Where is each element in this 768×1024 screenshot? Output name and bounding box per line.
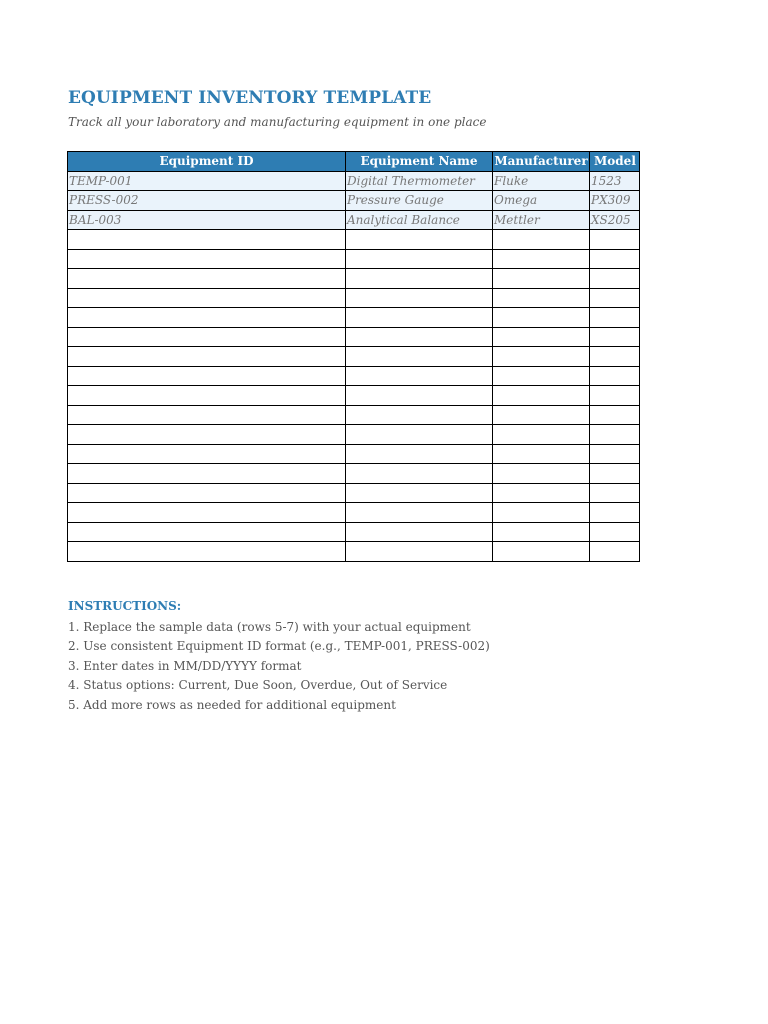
cell-manufacturer[interactable] (493, 464, 590, 484)
cell-manufacturer[interactable] (493, 522, 590, 542)
table-row-empty (68, 230, 640, 250)
cell-equipment-name[interactable] (346, 522, 493, 542)
cell-manufacturer[interactable] (493, 308, 590, 328)
cell-manufacturer[interactable] (493, 249, 590, 269)
cell-manufacturer[interactable] (493, 347, 590, 367)
cell-manufacturer[interactable] (493, 366, 590, 386)
cell-manufacturer[interactable] (493, 483, 590, 503)
table-row-empty (68, 366, 640, 386)
cell-manufacturer[interactable] (493, 542, 590, 562)
page-subtitle: Track all your laboratory and manufacturing equipment in one place (68, 115, 487, 129)
instruction-item: 3. Enter dates in MM/DD/YYYY format (68, 658, 302, 673)
cell-equipment-id[interactable] (68, 542, 346, 562)
cell-equipment-name[interactable]: Digital Thermometer (346, 171, 493, 191)
table-row-empty (68, 288, 640, 308)
cell-equipment-id[interactable] (68, 444, 346, 464)
header-equipment-id: Equipment ID (68, 152, 346, 172)
cell-manufacturer[interactable] (493, 288, 590, 308)
cell-equipment-name[interactable] (346, 444, 493, 464)
cell-equipment-id[interactable] (68, 366, 346, 386)
instruction-item: 4. Status options: Current, Due Soon, Overdue, Out of Service (68, 678, 448, 693)
table-row (68, 171, 640, 191)
cell-manufacturer[interactable] (493, 503, 590, 523)
table-row-empty (68, 464, 640, 484)
table-row-empty (68, 327, 640, 347)
cell-equipment-name[interactable] (346, 308, 493, 328)
instruction-item: 5. Add more rows as needed for additional equipment (68, 697, 396, 712)
cell-model[interactable] (590, 483, 640, 503)
cell-model[interactable]: PX309 (590, 191, 640, 211)
cell-equipment-id[interactable] (68, 230, 346, 250)
cell-equipment-id[interactable] (68, 288, 346, 308)
cell-manufacturer[interactable] (493, 269, 590, 289)
cell-equipment-id[interactable]: BAL-003 (68, 210, 346, 230)
header-equipment-name: Equipment Name (346, 152, 493, 172)
cell-model[interactable] (590, 444, 640, 464)
cell-equipment-id[interactable] (68, 464, 346, 484)
cell-equipment-name[interactable] (346, 366, 493, 386)
cell-equipment-id[interactable] (68, 308, 346, 328)
table-row-empty (68, 347, 640, 367)
cell-model[interactable] (590, 288, 640, 308)
table-body (68, 171, 640, 561)
cell-manufacturer[interactable]: Mettler (493, 210, 590, 230)
table-row-empty (68, 483, 640, 503)
cell-manufacturer[interactable] (493, 230, 590, 250)
cell-model[interactable] (590, 405, 640, 425)
header-model: Model (590, 152, 640, 172)
cell-equipment-id[interactable] (68, 483, 346, 503)
cell-manufacturer[interactable] (493, 327, 590, 347)
table-row-empty (68, 405, 640, 425)
table-row-empty (68, 542, 640, 562)
table-row-empty (68, 503, 640, 523)
instructions-heading: INSTRUCTIONS: (68, 599, 182, 613)
cell-model[interactable] (590, 542, 640, 562)
cell-equipment-name[interactable] (346, 327, 493, 347)
cell-model[interactable] (590, 347, 640, 367)
table-row-empty (68, 249, 640, 269)
cell-equipment-name[interactable] (346, 347, 493, 367)
table-row-empty (68, 386, 640, 406)
cell-model[interactable] (590, 230, 640, 250)
cell-model[interactable] (590, 327, 640, 347)
table-header-row (68, 152, 640, 172)
table-row-empty (68, 308, 640, 328)
cell-equipment-id[interactable] (68, 269, 346, 289)
instruction-item: 2. Use consistent Equipment ID format (e.g., TEMP-001, PRESS-002) (68, 639, 490, 654)
instruction-item: 1. Replace the sample data (rows 5-7) with your actual equipment (68, 620, 471, 634)
cell-equipment-id[interactable] (68, 405, 346, 425)
header-manufacturer: Manufacturer (493, 152, 590, 172)
cell-model[interactable] (590, 308, 640, 328)
cell-equipment-id[interactable] (68, 522, 346, 542)
table-row-empty (68, 522, 640, 542)
cell-equipment-name[interactable] (346, 249, 493, 269)
cell-manufacturer[interactable]: Fluke (493, 171, 590, 191)
cell-equipment-name[interactable] (346, 483, 493, 503)
cell-model[interactable] (590, 464, 640, 484)
cell-manufacturer[interactable] (493, 405, 590, 425)
table-row (68, 191, 640, 211)
cell-equipment-name[interactable] (346, 425, 493, 445)
cell-equipment-id[interactable]: PRESS-002 (68, 191, 346, 211)
cell-model[interactable] (590, 503, 640, 523)
cell-equipment-id[interactable] (68, 249, 346, 269)
cell-equipment-name[interactable] (346, 503, 493, 523)
cell-equipment-name[interactable] (346, 405, 493, 425)
cell-model[interactable] (590, 386, 640, 406)
cell-manufacturer[interactable] (493, 444, 590, 464)
cell-equipment-name[interactable]: Pressure Gauge (346, 191, 493, 211)
table-row (68, 210, 640, 230)
cell-equipment-name[interactable] (346, 288, 493, 308)
cell-equipment-id[interactable] (68, 503, 346, 523)
cell-manufacturer[interactable] (493, 425, 590, 445)
inventory-table (67, 151, 640, 562)
table-row-empty (68, 444, 640, 464)
cell-equipment-name[interactable] (346, 542, 493, 562)
cell-model[interactable] (590, 366, 640, 386)
cell-equipment-id[interactable] (68, 327, 346, 347)
table-row-empty (68, 269, 640, 289)
cell-model[interactable] (590, 425, 640, 445)
cell-equipment-name[interactable] (346, 464, 493, 484)
cell-equipment-id[interactable]: TEMP-001 (68, 171, 346, 191)
cell-model[interactable]: XS205 (590, 210, 640, 230)
cell-manufacturer[interactable]: Omega (493, 191, 590, 211)
page-title: EQUIPMENT INVENTORY TEMPLATE (68, 88, 432, 108)
cell-equipment-name[interactable] (346, 269, 493, 289)
table-row-empty (68, 425, 640, 445)
cell-equipment-id[interactable] (68, 425, 346, 445)
cell-manufacturer[interactable] (493, 386, 590, 406)
cell-model[interactable] (590, 249, 640, 269)
instructions-list (68, 618, 490, 715)
cell-equipment-id[interactable] (68, 386, 346, 406)
cell-model[interactable]: 1523 (590, 171, 640, 191)
cell-equipment-name[interactable] (346, 230, 493, 250)
cell-equipment-id[interactable] (68, 347, 346, 367)
cell-equipment-name[interactable] (346, 386, 493, 406)
cell-model[interactable] (590, 522, 640, 542)
cell-model[interactable] (590, 269, 640, 289)
cell-equipment-name[interactable]: Analytical Balance (346, 210, 493, 230)
